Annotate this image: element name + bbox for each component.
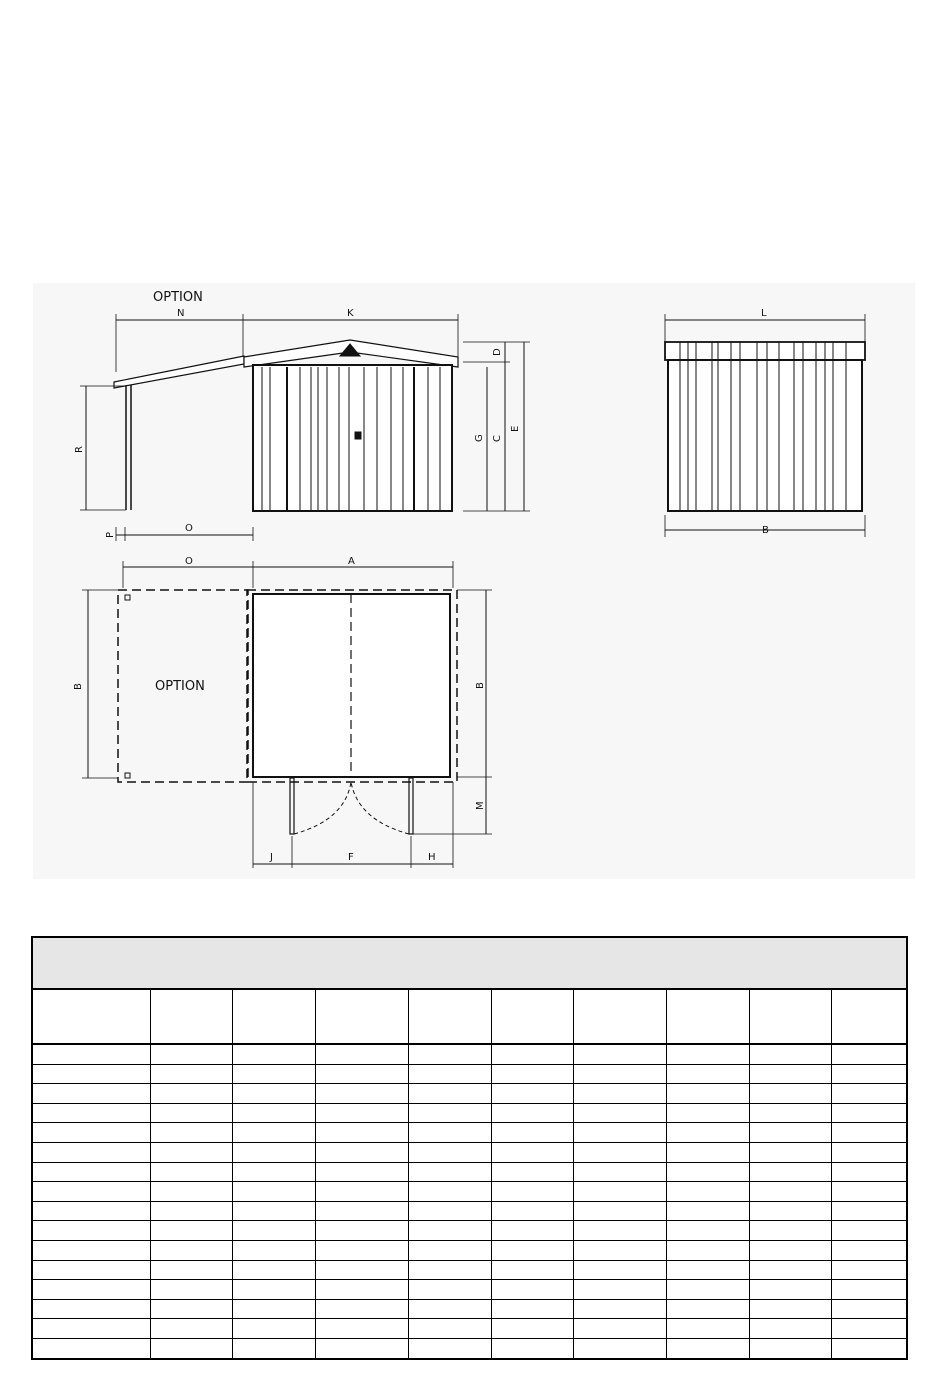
- table-cell: [409, 1260, 491, 1280]
- table-cell: [32, 1064, 151, 1084]
- table-row: [32, 1142, 907, 1162]
- table-cell: [32, 1162, 151, 1182]
- column-header: [409, 989, 491, 1044]
- table-cell: [749, 1280, 831, 1300]
- table-cell: [831, 1299, 907, 1319]
- table-cell: [667, 1142, 749, 1162]
- table-cell: [151, 1044, 233, 1064]
- table-row: [32, 1064, 907, 1084]
- table-cell: [491, 1182, 573, 1202]
- table-cell: [831, 1044, 907, 1064]
- dim-label-j: J: [270, 852, 273, 863]
- table-cell: [667, 1260, 749, 1280]
- table-cell: [749, 1103, 831, 1123]
- table-cell: [749, 1182, 831, 1202]
- table-cell: [315, 1319, 408, 1339]
- table-cell: [667, 1201, 749, 1221]
- table-cell: [151, 1260, 233, 1280]
- table-cell: [573, 1044, 666, 1064]
- table-cell: [573, 1103, 666, 1123]
- table-cell: [667, 1064, 749, 1084]
- table-cell: [151, 1084, 233, 1104]
- table-cell: [233, 1280, 315, 1300]
- table-cell: [315, 1044, 408, 1064]
- table-cell: [831, 1142, 907, 1162]
- table-cell: [491, 1142, 573, 1162]
- table-cell: [151, 1123, 233, 1143]
- table-cell: [151, 1103, 233, 1123]
- table-cell: [491, 1103, 573, 1123]
- table-cell: [831, 1338, 907, 1358]
- table-cell: [151, 1221, 233, 1241]
- table-cell: [831, 1260, 907, 1280]
- table-cell: [749, 1240, 831, 1260]
- table-cell: [409, 1123, 491, 1143]
- table-cell: [315, 1201, 408, 1221]
- column-header: [491, 989, 573, 1044]
- table-cell: [233, 1084, 315, 1104]
- table-row: [32, 1084, 907, 1104]
- table-cell: [491, 1319, 573, 1339]
- table-cell: [409, 1221, 491, 1241]
- table-title-row: [32, 937, 907, 989]
- table-header-row: [32, 989, 907, 1044]
- table-cell: [491, 1201, 573, 1221]
- dim-label-o-side: O: [185, 523, 193, 534]
- table-cell: [491, 1084, 573, 1104]
- dim-label-k: K: [347, 308, 354, 319]
- table-cell: [831, 1221, 907, 1241]
- table-row: [32, 1044, 907, 1064]
- table-cell: [315, 1064, 408, 1084]
- table-cell: [573, 1201, 666, 1221]
- table-cell: [315, 1142, 408, 1162]
- table-row: [32, 1240, 907, 1260]
- table-cell: [233, 1260, 315, 1280]
- table-cell: [32, 1123, 151, 1143]
- table-cell: [32, 1240, 151, 1260]
- column-header: [573, 989, 666, 1044]
- table-cell: [151, 1299, 233, 1319]
- table-cell: [667, 1338, 749, 1358]
- table-cell: [491, 1260, 573, 1280]
- table-cell: [573, 1338, 666, 1358]
- dim-label-h: H: [428, 852, 436, 863]
- table-cell: [233, 1142, 315, 1162]
- table-cell: [315, 1162, 408, 1182]
- table-cell: [491, 1338, 573, 1358]
- table-row: [32, 1260, 907, 1280]
- table-cell: [409, 1064, 491, 1084]
- table-cell: [233, 1064, 315, 1084]
- table-cell: [315, 1123, 408, 1143]
- dim-label-b-front: B: [762, 525, 769, 536]
- dim-label-p: P: [105, 531, 116, 538]
- table-cell: [491, 1162, 573, 1182]
- table-cell: [831, 1123, 907, 1143]
- table-cell: [667, 1319, 749, 1339]
- table-cell: [409, 1280, 491, 1300]
- option-label-plan: OPTION: [155, 679, 205, 694]
- column-header: [667, 989, 749, 1044]
- dim-label-b-plan-left: B: [73, 683, 84, 690]
- table-cell: [32, 1103, 151, 1123]
- column-header: [151, 989, 233, 1044]
- table-row: [32, 1319, 907, 1339]
- table-cell: [749, 1221, 831, 1241]
- table-cell: [32, 1142, 151, 1162]
- table-cell: [315, 1299, 408, 1319]
- table-title: [32, 937, 907, 989]
- dim-label-o-plan: O: [185, 556, 193, 567]
- table-cell: [32, 1182, 151, 1202]
- table-cell: [233, 1123, 315, 1143]
- table-cell: [667, 1182, 749, 1202]
- table-cell: [315, 1084, 408, 1104]
- dim-label-a: A: [348, 556, 355, 567]
- table-cell: [573, 1162, 666, 1182]
- table-cell: [409, 1084, 491, 1104]
- table-cell: [315, 1240, 408, 1260]
- table-row: [32, 1338, 907, 1358]
- table-cell: [831, 1084, 907, 1104]
- table-cell: [151, 1201, 233, 1221]
- table-cell: [573, 1299, 666, 1319]
- table-cell: [667, 1162, 749, 1182]
- specification-table: [31, 936, 908, 1360]
- table-cell: [151, 1182, 233, 1202]
- table-cell: [491, 1123, 573, 1143]
- table-cell: [233, 1162, 315, 1182]
- table-cell: [831, 1319, 907, 1339]
- table-cell: [32, 1299, 151, 1319]
- table-cell: [573, 1260, 666, 1280]
- dim-label-f: F: [348, 852, 354, 863]
- table-row: [32, 1299, 907, 1319]
- dim-label-b-plan-right: B: [475, 682, 486, 689]
- table-cell: [233, 1338, 315, 1358]
- table-cell: [749, 1319, 831, 1339]
- table-cell: [233, 1182, 315, 1202]
- table-cell: [667, 1299, 749, 1319]
- table-cell: [573, 1084, 666, 1104]
- table-cell: [409, 1319, 491, 1339]
- table-cell: [409, 1182, 491, 1202]
- table-cell: [667, 1221, 749, 1241]
- table-cell: [233, 1103, 315, 1123]
- table-cell: [409, 1201, 491, 1221]
- table-cell: [573, 1280, 666, 1300]
- table-cell: [409, 1044, 491, 1064]
- table-cell: [573, 1064, 666, 1084]
- table-cell: [573, 1319, 666, 1339]
- table-cell: [667, 1103, 749, 1123]
- table-cell: [151, 1162, 233, 1182]
- table-cell: [749, 1299, 831, 1319]
- column-header: [32, 989, 151, 1044]
- table-row: [32, 1221, 907, 1241]
- table-cell: [573, 1123, 666, 1143]
- dim-label-e: E: [510, 425, 521, 432]
- table-cell: [233, 1319, 315, 1339]
- table-cell: [831, 1240, 907, 1260]
- table-cell: [667, 1123, 749, 1143]
- column-header: [831, 989, 907, 1044]
- dim-label-m: M: [475, 801, 486, 810]
- table-cell: [573, 1142, 666, 1162]
- dim-label-l: L: [761, 308, 767, 319]
- table-cell: [667, 1280, 749, 1300]
- table-cell: [409, 1103, 491, 1123]
- table-row: [32, 1103, 907, 1123]
- table-cell: [315, 1182, 408, 1202]
- dim-label-c: C: [492, 435, 503, 442]
- table-cell: [233, 1044, 315, 1064]
- table-cell: [151, 1142, 233, 1162]
- table-cell: [409, 1299, 491, 1319]
- dim-label-d: D: [492, 348, 503, 356]
- table-cell: [573, 1221, 666, 1241]
- table-cell: [831, 1162, 907, 1182]
- table-cell: [315, 1260, 408, 1280]
- table-cell: [409, 1162, 491, 1182]
- front-elevation: [665, 308, 865, 537]
- table-cell: [315, 1103, 408, 1123]
- table-cell: [491, 1280, 573, 1300]
- table-cell: [749, 1142, 831, 1162]
- table-cell: [667, 1084, 749, 1104]
- dim-label-g: G: [474, 434, 485, 442]
- dim-label-n: N: [177, 308, 185, 319]
- table-cell: [233, 1201, 315, 1221]
- table-cell: [233, 1240, 315, 1260]
- table-cell: [151, 1280, 233, 1300]
- table-cell: [315, 1221, 408, 1241]
- table-cell: [491, 1044, 573, 1064]
- table-cell: [491, 1299, 573, 1319]
- table-cell: [32, 1319, 151, 1339]
- table-row: [32, 1162, 907, 1182]
- table-cell: [233, 1221, 315, 1241]
- table-cell: [749, 1201, 831, 1221]
- table-cell: [831, 1280, 907, 1300]
- table-cell: [151, 1240, 233, 1260]
- table-cell: [409, 1240, 491, 1260]
- table-cell: [573, 1182, 666, 1202]
- table-cell: [409, 1142, 491, 1162]
- table-cell: [491, 1240, 573, 1260]
- table-row: [32, 1280, 907, 1300]
- table-cell: [151, 1064, 233, 1084]
- table-cell: [151, 1319, 233, 1339]
- table-cell: [831, 1182, 907, 1202]
- table-cell: [32, 1260, 151, 1280]
- table-cell: [749, 1260, 831, 1280]
- table-cell: [491, 1064, 573, 1084]
- table-cell: [491, 1221, 573, 1241]
- table-cell: [151, 1338, 233, 1358]
- table-cell: [32, 1280, 151, 1300]
- table-cell: [749, 1064, 831, 1084]
- table-cell: [315, 1280, 408, 1300]
- table-cell: [749, 1044, 831, 1064]
- table-cell: [315, 1338, 408, 1358]
- table-cell: [233, 1299, 315, 1319]
- table-cell: [749, 1162, 831, 1182]
- column-header: [315, 989, 408, 1044]
- table-cell: [32, 1201, 151, 1221]
- table-cell: [32, 1084, 151, 1104]
- table-cell: [831, 1103, 907, 1123]
- table-row: [32, 1201, 907, 1221]
- dim-label-r: R: [74, 446, 85, 453]
- table-row: [32, 1123, 907, 1143]
- table-cell: [749, 1123, 831, 1143]
- table-cell: [749, 1084, 831, 1104]
- table-cell: [749, 1338, 831, 1358]
- table-row: [32, 1182, 907, 1202]
- table-cell: [32, 1044, 151, 1064]
- table-cell: [667, 1044, 749, 1064]
- table-cell: [573, 1240, 666, 1260]
- option-label-side: OPTION: [153, 290, 203, 305]
- table-cell: [831, 1201, 907, 1221]
- table-cell: [409, 1338, 491, 1358]
- table-cell: [32, 1338, 151, 1358]
- column-header: [749, 989, 831, 1044]
- table-cell: [32, 1221, 151, 1241]
- table-cell: [831, 1064, 907, 1084]
- column-header: [233, 989, 315, 1044]
- table-cell: [667, 1240, 749, 1260]
